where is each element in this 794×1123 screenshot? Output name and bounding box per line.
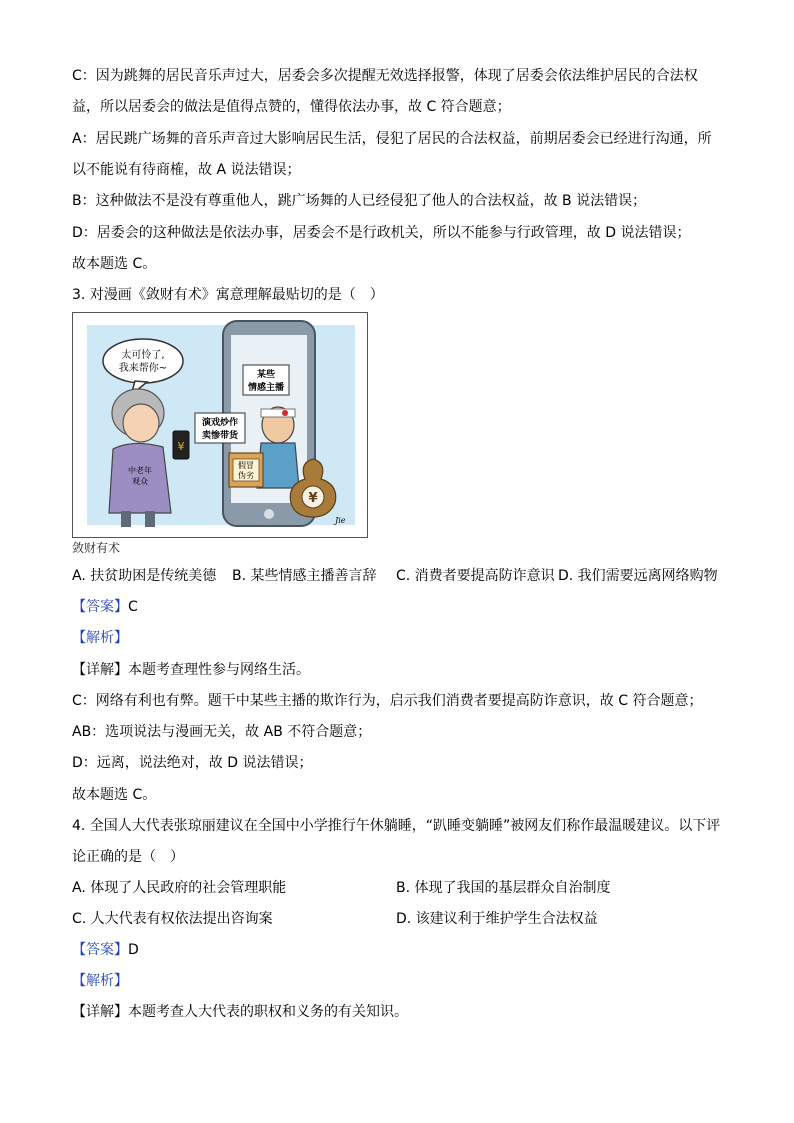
answer-tag: 【答案】 (72, 942, 128, 958)
figure-caption: 敛财有术 (72, 541, 121, 555)
bubble-text-1: 太可怜了, (121, 350, 165, 361)
text-line: D：远离，说法绝对，故 D 说法错误； (72, 755, 313, 771)
detail-text: 本题考查理性参与网络生活。 (128, 662, 310, 678)
box-text-2: 伪劣 (238, 471, 254, 480)
option-a[interactable]: A. 扶贫助困是传统美德 (72, 568, 217, 584)
act-text-1: 演戏炒作 (201, 418, 239, 428)
sign-text-2: 情感主播 (247, 383, 285, 393)
text-line: 以不能说有待商榷，故 A 说法错误； (72, 162, 301, 178)
phone-home-button (264, 509, 274, 519)
woman-face (123, 404, 159, 442)
detail-line (72, 1002, 408, 1022)
question-4-stem: 论正确的是（ ） (72, 849, 184, 865)
answer-value: C (128, 599, 138, 615)
answer-line (72, 597, 138, 617)
analysis-tag: 【解析】 (72, 973, 128, 989)
answer-value: D (128, 942, 139, 958)
text-line: B：这种做法不是没有尊重他人，跳广场舞的人已经侵犯了他人的合法权益，故 B 说法错误； (72, 193, 647, 209)
text-line: 故本题选 C。 (72, 256, 157, 272)
sign-text-1: 某些 (256, 370, 276, 380)
answer-line (72, 940, 139, 960)
question-4-stem: 4. 全国人大代表张琼丽建议在全国中小学推行午休躺睡，“趴睡变躺睡”被网友们称作最温暖建议。以下评 (72, 818, 721, 834)
woman-leg (145, 511, 155, 527)
text-line: 益，所以居委会的做法是值得点赞的，懂得依法办事，故 C 符合题意； (72, 99, 511, 115)
artist-signature: Jie (335, 516, 346, 525)
analysis-line (72, 628, 128, 648)
option-c[interactable]: C. 人大代表有权依法提出咨询案 (72, 911, 273, 927)
woman-leg (121, 511, 131, 527)
option-b[interactable]: B. 体现了我国的基层群众自治制度 (396, 880, 611, 896)
detail-tag: 【详解】 (72, 1004, 128, 1020)
detail-line (72, 660, 310, 680)
cartoon-illustration (73, 313, 367, 537)
act-text-2: 卖惨带货 (201, 431, 239, 441)
analysis-tag: 【解析】 (72, 630, 128, 646)
speech-bubble (103, 339, 183, 383)
money-bag-yen: ¥ (308, 491, 318, 506)
answer-tag: 【答案】 (72, 599, 128, 615)
cartoon-figure (72, 312, 368, 538)
text-line: D：居委会的这种做法是依法办事，居委会不是行政机关，所以不能参与行政管理，故 D 说法错误； (72, 225, 691, 241)
detail-tag: 【详解】 (72, 662, 128, 678)
option-d[interactable]: D. 该建议利于维护学生合法权益 (396, 911, 598, 927)
text-line: A：居民跳广场舞的音乐声音过大影响居民生活，侵犯了居民的合法权益，前期居委会已经进行沟通，所 (72, 131, 712, 147)
bubble-text-2: 我来帮你~ (118, 363, 168, 374)
shirt-text-1: 中老年 (128, 466, 152, 475)
box-text-1: 假冒 (238, 461, 254, 470)
option-c[interactable]: C. 消费者要提高防诈意识 (396, 568, 555, 584)
hand-phone-yen: ¥ (177, 440, 185, 453)
question-3-stem: 3. 对漫画《敛财有术》寓意理解最贴切的是（ ） (72, 287, 384, 303)
text-line: AB：选项说法与漫画无关，故 AB 不符合题意； (72, 724, 372, 740)
detail-text: 本题考查人大代表的职权和义务的有关知识。 (128, 1004, 408, 1020)
streamer-bandage (261, 409, 295, 417)
text-line: C：网络有利也有弊。题干中某些主播的欺诈行为，启示我们消费者要提高防诈意识，故 C 符合题意； (72, 693, 703, 709)
text-line: 故本题选 C。 (72, 787, 157, 803)
option-b[interactable]: B. 某些情感主播善言辞 (232, 568, 377, 584)
option-a[interactable]: A. 体现了人民政府的社会管理职能 (72, 880, 287, 896)
option-d[interactable]: D. 我们需要远离网络购物 (558, 568, 718, 584)
analysis-line (72, 971, 128, 991)
text-line: C：因为跳舞的居民音乐声过大，居委会多次提醒无效选择报警，体现了居委会依法维护居民的合法权 (72, 68, 698, 84)
shirt-text-2: 观众 (132, 477, 148, 486)
